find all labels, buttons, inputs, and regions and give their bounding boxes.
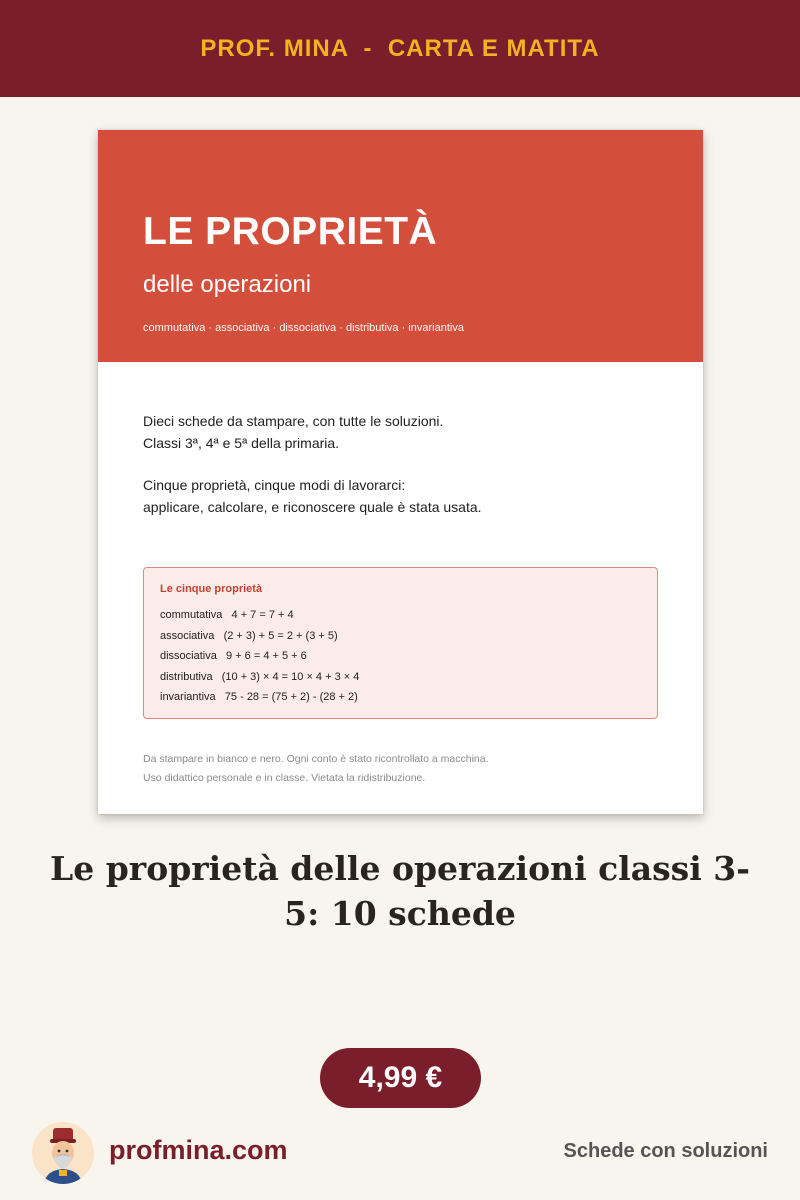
teacher-avatar-icon xyxy=(32,1122,94,1184)
cover-title: LE PROPRIETÀ xyxy=(143,210,438,253)
intro-line: Cinque proprietà, cinque modi di lavorarci: xyxy=(143,477,406,493)
property-row: dissociativa 9 + 6 = 4 + 5 + 6 xyxy=(160,650,307,662)
cover-footer-note xyxy=(143,750,489,788)
intro-line: applicare, calcolare, e riconoscere quale è stata usata. xyxy=(143,499,482,515)
cover-header xyxy=(98,130,703,362)
properties-box-title: Le cinque proprietà xyxy=(160,583,263,595)
property-row: associativa (2 + 3) + 5 = 2 + (3 + 5) xyxy=(160,629,338,642)
product-cover-image[interactable] xyxy=(98,130,703,814)
intro-line: Classi 3ª, 4ª e 5ª della primaria. xyxy=(143,435,340,451)
cover-intro xyxy=(143,410,482,518)
product-title: Le proprietà delle operazioni classi 3-5: 10 schede xyxy=(50,849,750,933)
property-row: invariantiva 75 - 28 = (75 + 2) - (28 + 2) xyxy=(160,691,358,703)
footer-note-line: Da stampare in bianco e nero. Ogni conto è stato ricontrollato a macchina. xyxy=(143,753,489,765)
property-row: distributiva (10 + 3) × 4 = 10 × 4 + 3 × 4 xyxy=(160,670,360,683)
tagline: Schede con soluzioni xyxy=(563,1140,768,1162)
top-banner xyxy=(0,0,800,97)
properties-box xyxy=(143,567,658,719)
cover-subtitle: delle operazioni xyxy=(143,271,312,298)
site-link[interactable]: profmina.com xyxy=(109,1135,288,1165)
price-badge[interactable] xyxy=(320,1048,481,1108)
cover-tags: commutativa · associativa · dissociativa · distributiva · invariantiva xyxy=(143,322,464,334)
banner-text: PROF. MINA - CARTA E MATITA xyxy=(200,34,600,62)
intro-line: Dieci schede da stampare, con tutte le soluzioni. xyxy=(143,413,444,429)
property-row: commutativa 4 + 7 = 7 + 4 xyxy=(160,609,294,621)
footer-note-line: Uso didattico personale e in classe. Vietata la ridistribuzione. xyxy=(143,772,426,784)
price-value: 4,99 € xyxy=(358,1061,443,1094)
